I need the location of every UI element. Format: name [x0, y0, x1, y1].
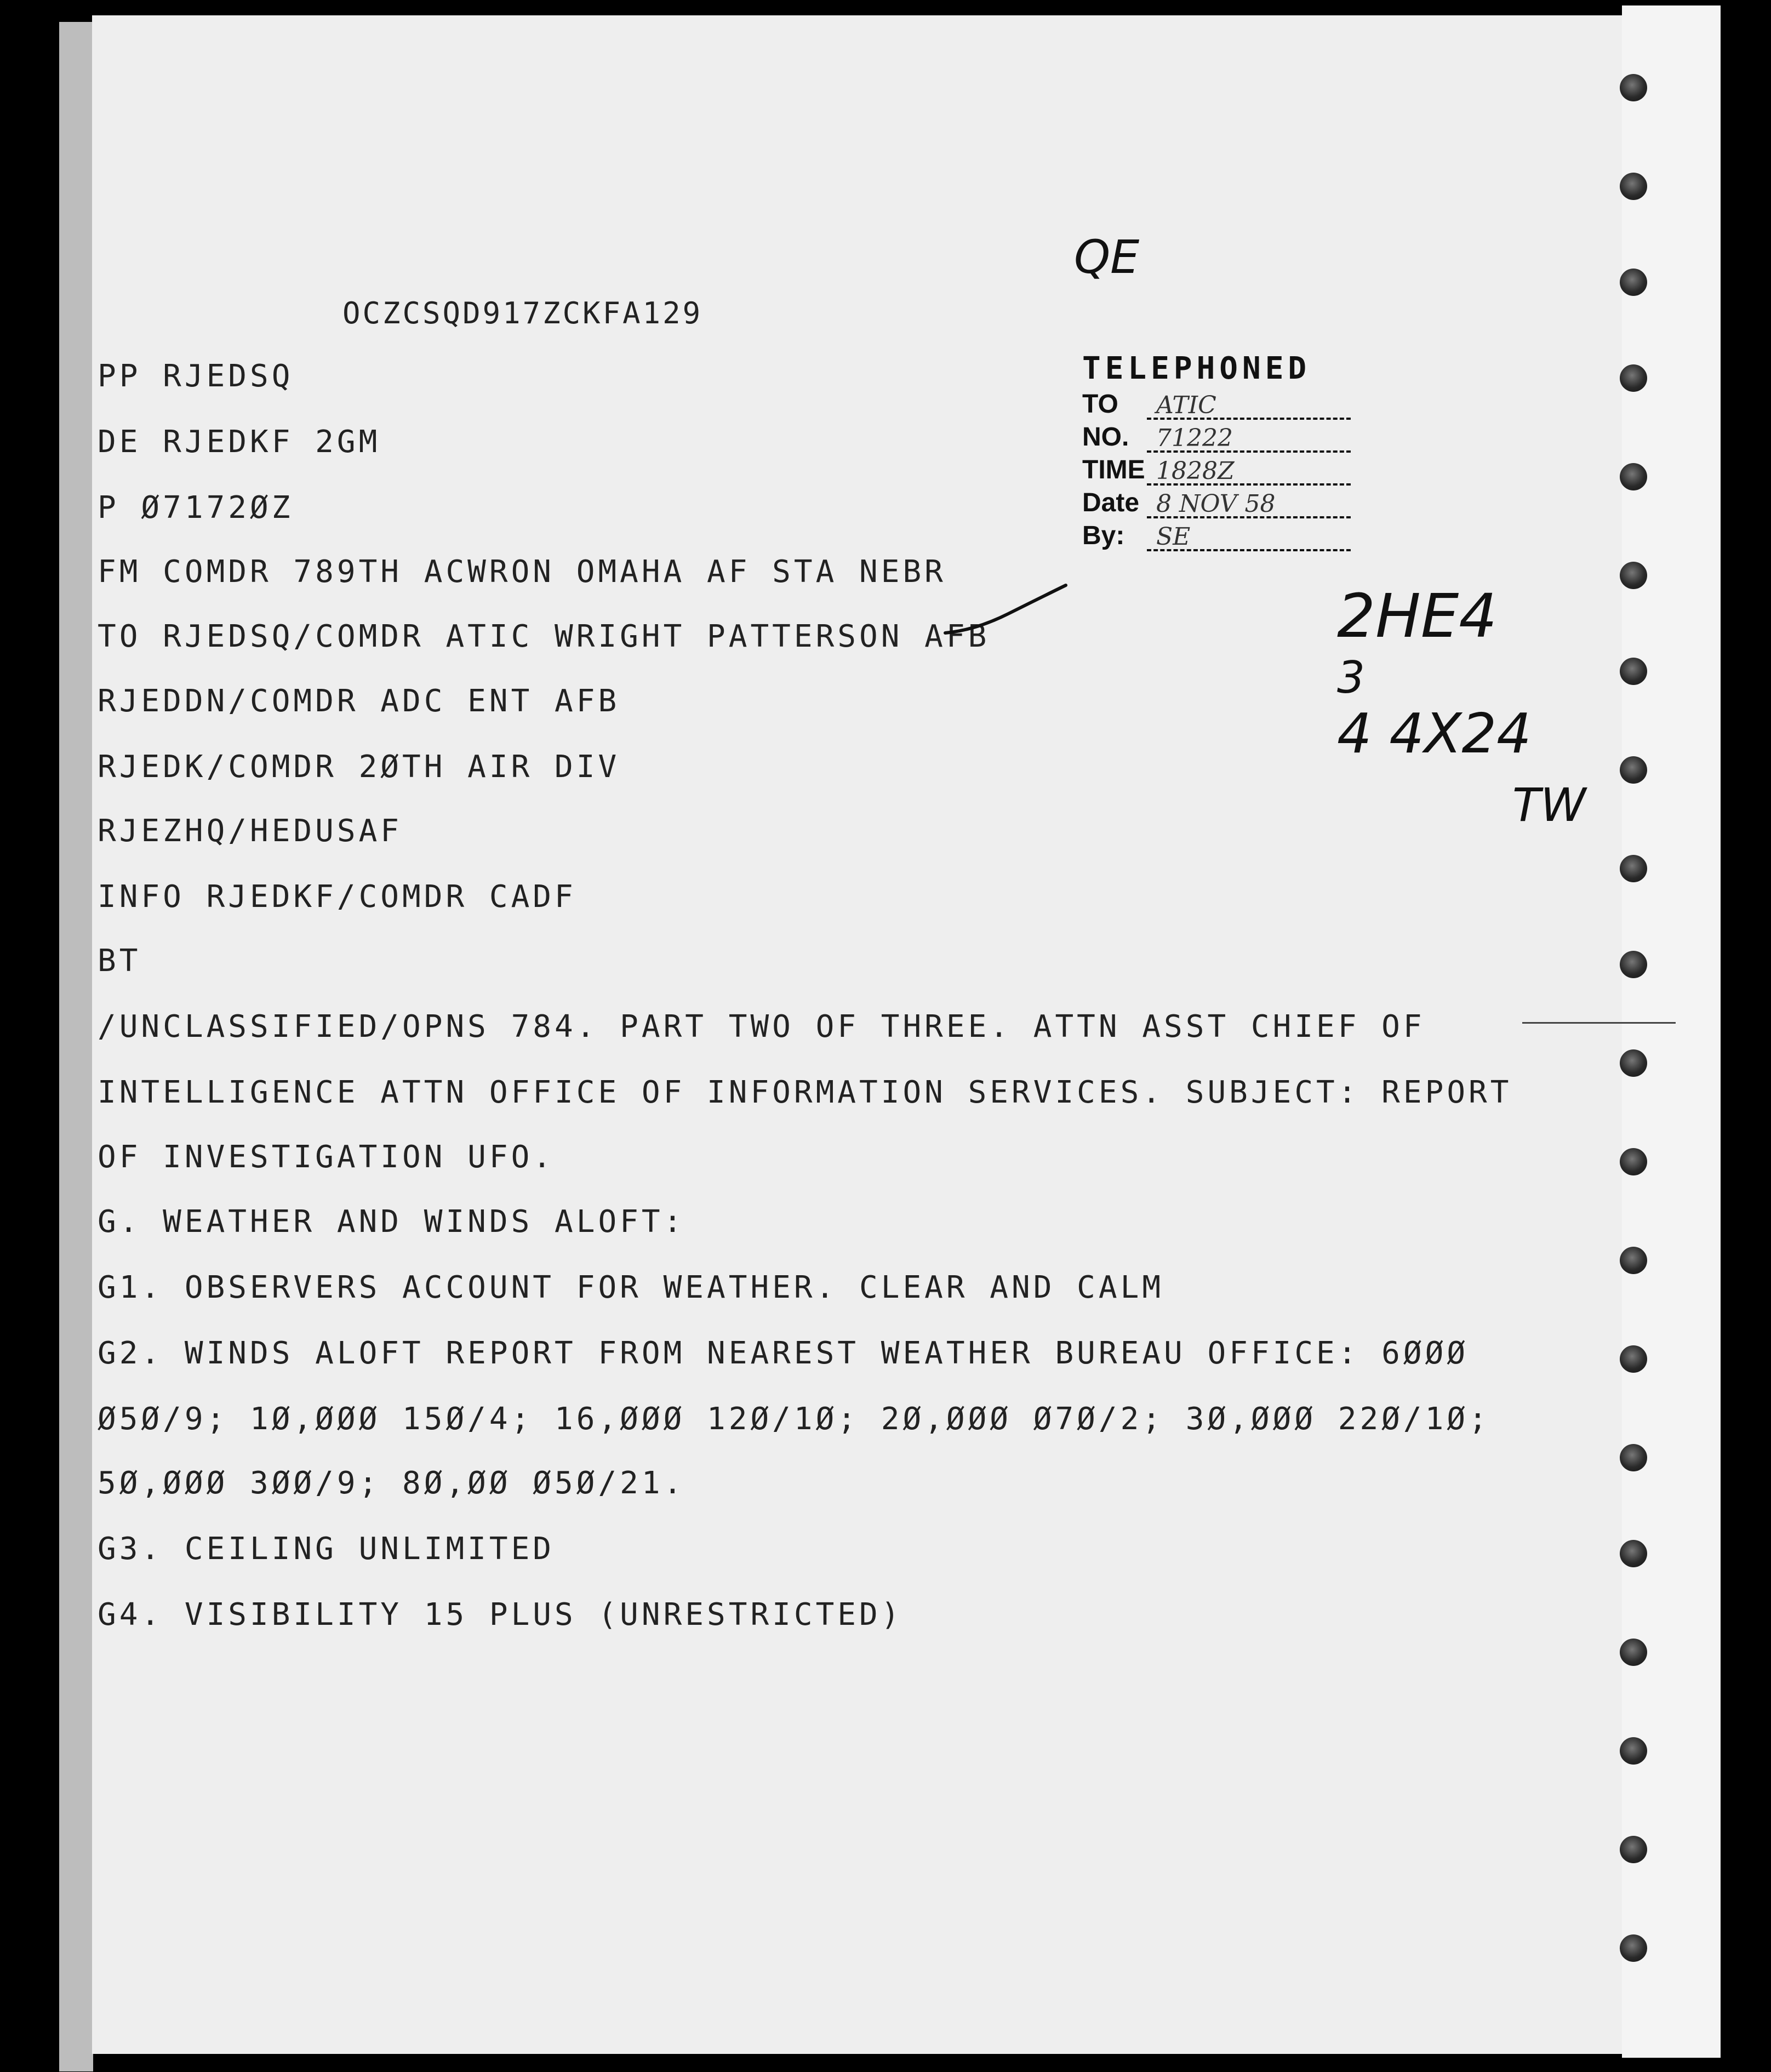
feed-hole [1620, 364, 1647, 392]
stamp-to-label: TO [1082, 390, 1118, 419]
feed-hole [1620, 1247, 1647, 1274]
feed-hole [1620, 562, 1647, 589]
perforation-tear-line [1522, 1022, 1676, 1024]
message-line: G1. OBSERVERS ACCOUNT FOR WEATHER. CLEAR AND CALM [98, 1270, 1164, 1305]
message-line: PP RJEDSQ [98, 358, 294, 394]
feed-hole [1620, 463, 1647, 490]
message-line: INFO RJEDKF/COMDR CADF [98, 879, 576, 915]
message-line: RJEDK/COMDR 2ØTH AIR DIV [98, 749, 620, 785]
feed-hole [1620, 1934, 1647, 1962]
handwritten-note: 3 [1337, 652, 1365, 703]
message-line: 5Ø,ØØØ 3ØØ/9; 8Ø,ØØ Ø5Ø/21. [98, 1465, 685, 1501]
feed-hole [1620, 951, 1647, 978]
handwritten-note: 2HE4 [1337, 581, 1498, 651]
message-line: /UNCLASSIFIED/OPNS 784. PART TWO OF THREE. ATTN ASST CHIEF OF [98, 1009, 1425, 1044]
message-line: P Ø7172ØZ [98, 490, 294, 526]
stamp-by-value: SE [1156, 523, 1191, 551]
pen-check-mark [942, 581, 1069, 641]
stamp-row-time [1082, 455, 1351, 488]
stamp-rule [1147, 483, 1351, 486]
message-line: G3. CEILING UNLIMITED [98, 1531, 555, 1567]
feed-hole [1620, 173, 1647, 200]
stamp-to-value: ATIC [1156, 391, 1216, 419]
handwritten-note: 4 4X24 [1337, 701, 1532, 766]
handwritten-initials: QE [1074, 230, 1140, 284]
stamp-rule [1147, 549, 1351, 551]
feed-hole [1620, 1148, 1647, 1175]
message-line: OF INVESTIGATION UFO. [98, 1139, 555, 1175]
stamp-row-no [1082, 422, 1351, 455]
handwritten-note: TW [1512, 778, 1586, 832]
message-line: BT [98, 943, 141, 979]
feed-hole [1620, 855, 1647, 882]
stamp-no-value: 71222 [1156, 424, 1233, 452]
message-line: INTELLIGENCE ATTN OFFICE OF INFORMATION SERVICES. SUBJECT: REPORT [98, 1075, 1512, 1110]
feed-hole [1620, 658, 1647, 685]
message-line: G2. WINDS ALOFT REPORT FROM NEAREST WEATHER BUREAU OFFICE: 6ØØØ [98, 1335, 1469, 1371]
stamp-by-label: By: [1082, 521, 1125, 550]
stamp-time-label: TIME [1082, 455, 1145, 484]
feed-hole [1620, 756, 1647, 784]
feed-hole [1620, 1345, 1647, 1373]
stamp-no-label: NO. [1082, 423, 1129, 452]
stamp-row-by [1082, 521, 1351, 553]
stamp-date-label: Date [1082, 488, 1140, 517]
routing-code: OCZCSQD917ZCKFA129 [342, 296, 703, 330]
stamp-row-to [1082, 389, 1351, 422]
message-line: G4. VISIBILITY 15 PLUS (UNRESTRICTED) [98, 1597, 903, 1633]
telephoned-stamp [1082, 351, 1351, 559]
feed-hole [1620, 1444, 1647, 1471]
feed-hole [1620, 1836, 1647, 1863]
stamp-rule [1147, 418, 1351, 420]
left-edge-shadow [59, 22, 93, 2071]
stamp-title: TELEPHONED [1082, 351, 1311, 386]
stamp-time-value: 1828Z [1156, 457, 1235, 485]
message-line: RJEDDN/COMDR ADC ENT AFB [98, 683, 620, 719]
feed-hole [1620, 1049, 1647, 1077]
stamp-rule [1147, 516, 1351, 518]
feed-hole [1620, 1540, 1647, 1567]
message-line: TO RJEDSQ/COMDR ATIC WRIGHT PATTERSON AFB [98, 619, 990, 654]
message-line: DE RJEDKF 2GM [98, 424, 381, 460]
stamp-row-date [1082, 488, 1351, 521]
feed-hole [1620, 269, 1647, 296]
stamp-date-value: 8 NOV 58 [1156, 490, 1276, 518]
message-line: FM COMDR 789TH ACWRON OMAHA AF STA NEBR [98, 554, 946, 590]
feed-hole [1620, 1639, 1647, 1666]
message-line: G. WEATHER AND WINDS ALOFT: [98, 1204, 685, 1240]
feed-hole [1620, 74, 1647, 101]
feed-hole [1620, 1737, 1647, 1765]
message-line: RJEZHQ/HEDUSAF [98, 813, 403, 849]
message-line: Ø5Ø/9; 1Ø,ØØØ 15Ø/4; 16,ØØØ 12Ø/1Ø; 2Ø,ØØØ Ø7Ø/2; 3Ø,ØØØ 22Ø/1Ø; [98, 1401, 1490, 1437]
stamp-rule [1147, 450, 1351, 453]
